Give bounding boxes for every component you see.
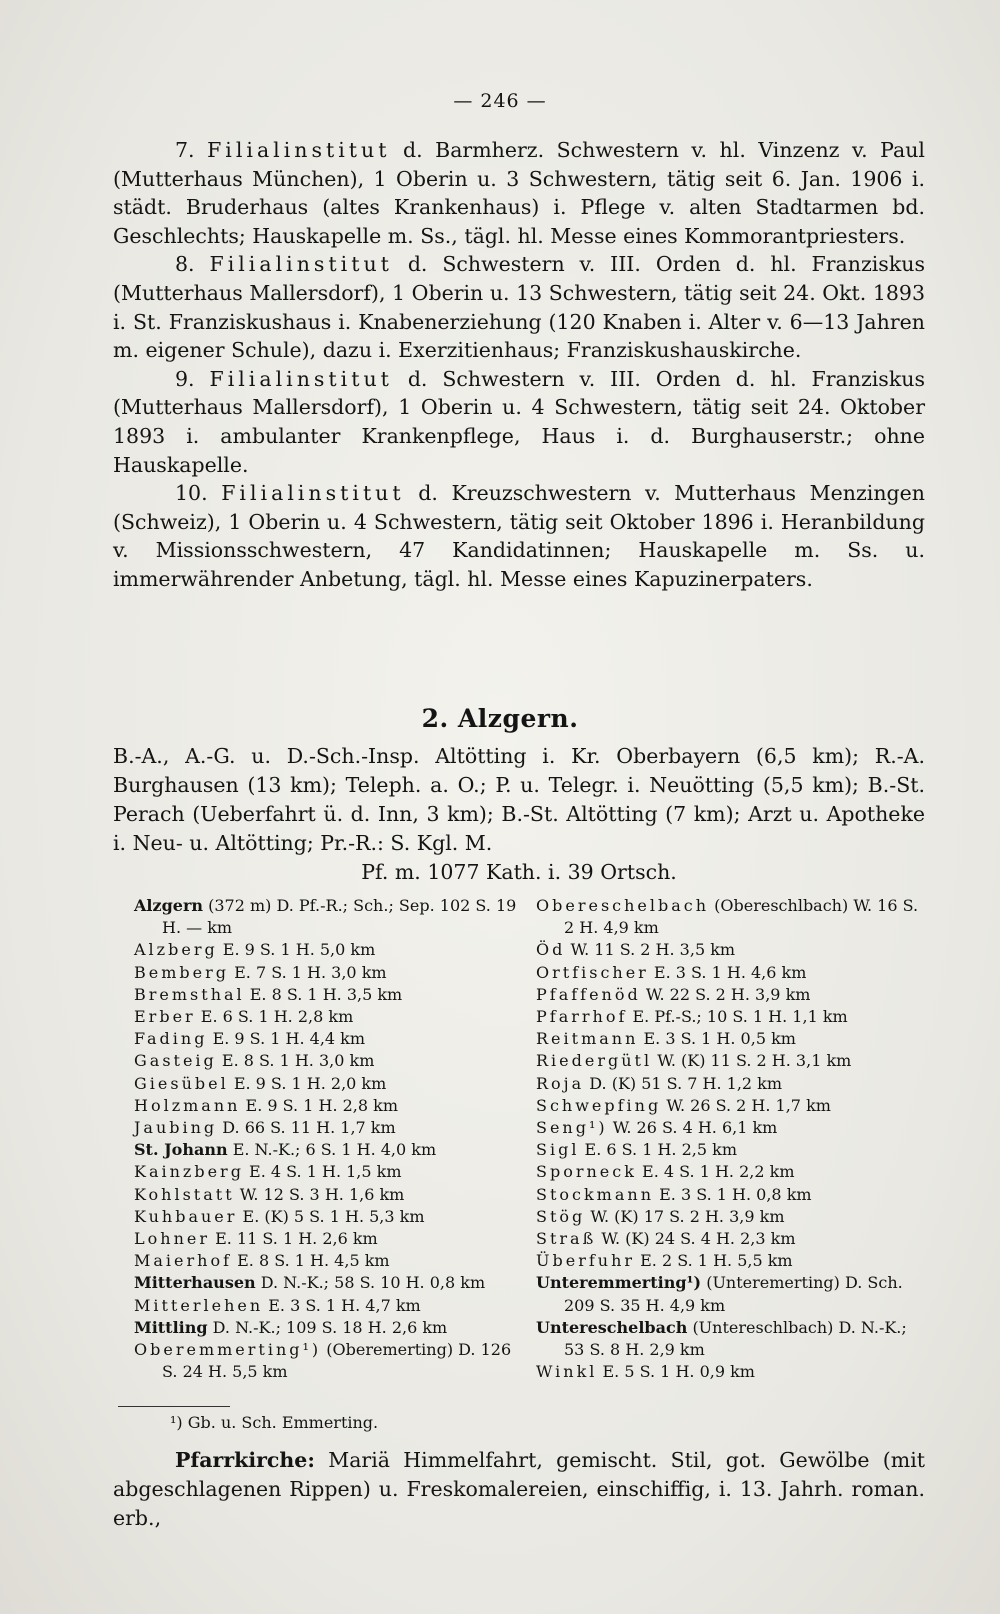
paragraph-title: Filialinstitut [221,481,405,506]
place-details: (Obereschlbach) W. 16 S. 2 H. 4,9 km [564,896,919,938]
place-details: W. 22 S. 2 H. 3,9 km [645,984,811,1004]
paragraph-number: 10. [175,481,208,506]
place-name: Alzberg [134,940,218,960]
place-name: Jaubing [134,1118,218,1138]
parish-info-text: B.-A., A.-G. u. D.-Sch.-Insp. Altötting i. Kr. Oberbayern (6,5 km); R.-A. Burghausen (13 km); Teleph. a. O.; P. u. Telegr. i. Neuötting (5,5 km); B.-St. Perach (Ueberfahrt ü. d. Inn, 3 km); B.-St. Altötting (7 km); Arzt u. Apotheke i. Neu- u. Altötting; Pr.-R.: S. Kgl. M. [113,744,925,855]
place-details: E. 9 S. 1 H. 4,4 km [212,1029,366,1049]
paragraph-text: d. Schwestern v. III. Orden d. hl. Franziskus (Mutterhaus Mallersdorf), 1 Oberin u. 13 Schwestern, tätig seit 24. Okt. 1893 i. St. Franziskushaus i. Knabenerziehung (120 Knaben i. Alter v. 6—13 Jahren m. eigener Schule), dazu i. Exerzitienhaus; Franziskushauskirche. [113,252,925,363]
place-entry [536,1139,928,1161]
place-entry [536,1250,928,1272]
place-details: E. 7 S. 1 H. 3,0 km [234,962,387,982]
place-entry [536,984,928,1006]
place-entry [134,962,519,984]
parish-church-section [113,1446,925,1533]
place-details: E. 9 S. 1 H. 5,0 km [222,940,376,960]
place-entry [134,1206,519,1228]
place-details: (372 m) D. Pf.-R.; Sch.; Sep. 102 S. 19 H. — km [162,896,517,938]
place-details: W. 26 S. 2 H. 1,7 km [666,1095,831,1115]
place-name: Bremsthal [134,984,245,1004]
place-details: E. 6 S. 1 H. 2,5 km [584,1140,737,1160]
paragraph-text: d. Kreuzschwestern v. Mutterhaus Menzingen (Schweiz), 1 Oberin u. 4 Schwestern, tätig seit Oktober 1896 i. Heranbildung v. Missionsschwestern, 47 Kandidatinnen; Hauskapelle m. Ss. u. immerwährender Anbetung, tägl. hl. Messe eines Kapuzinerpaters. [113,481,925,591]
parish-church-text: Mariä Himmelfahrt, gemischt. Stil, got. Gewölbe (mit abgeschlagenen Rippen) u. Freskomalereien, einschiffig, i. 13. Jahrh. roman. erb., [113,1448,925,1530]
place-details: E. 8 S. 1 H. 3,0 km [221,1051,375,1071]
place-details: E. Pf.-S.; 10 S. 1 H. 1,1 km [632,1007,848,1027]
footnote: ¹) Gb. u. Sch. Emmerting. [170,1413,379,1432]
place-details: D. N.-K.; 58 S. 10 H. 0,8 km [260,1273,486,1293]
place-details: W. 12 S. 3 H. 1,6 km [239,1184,405,1204]
place-entry [536,1050,928,1072]
place-entry [536,1006,928,1028]
place-entry [134,1339,519,1383]
place-entry [134,1295,519,1317]
place-name: Lohner [134,1229,210,1249]
place-details: E. 9 S. 1 H. 2,0 km [233,1073,387,1093]
place-name: Mitterlehen [134,1295,264,1315]
place-details: E. 5 S. 1 H. 0,9 km [602,1362,755,1382]
place-details: W. (K) 24 S. 4 H. 2,3 km [601,1229,796,1249]
place-entry [134,1006,519,1028]
place-details: D. 66 S. 11 H. 1,7 km [222,1118,396,1138]
place-name: Unteremmerting¹) [536,1273,702,1293]
place-entry [134,1317,519,1339]
place-name: Maierhof [134,1251,233,1271]
place-name: Kuhbauer [134,1206,238,1226]
place-entry [536,1184,928,1206]
paragraph-number: 7. [175,138,195,162]
paragraph-9 [113,365,925,479]
place-entry [536,939,928,961]
place-name: Oberemmerting¹) [134,1340,322,1360]
place-entry [536,1028,928,1050]
place-details: E. 3 S. 1 H. 4,6 km [653,962,807,982]
place-entry [536,1317,928,1361]
place-details: D. N.-K.; 109 S. 18 H. 2,6 km [212,1317,448,1337]
place-details: E. 8 S. 1 H. 3,5 km [249,984,403,1004]
place-details: E. 3 S. 1 H. 0,5 km [643,1029,796,1049]
place-entry [134,1117,519,1139]
parish-summary: Pf. m. 1077 Kath. i. 39 Ortsch. [361,860,677,884]
place-name: Stockmann [536,1184,654,1204]
place-entry [134,1028,519,1050]
place-name: Erber [134,1007,196,1027]
place-entry [536,895,928,939]
place-entry [536,1361,928,1383]
place-name: Überfuhr [536,1251,636,1271]
place-entry [134,1272,519,1294]
place-name: Bemberg [134,962,229,982]
paragraph-7 [113,136,925,250]
place-details: E. (K) 5 S. 1 H. 5,3 km [242,1206,425,1226]
place-entry [134,1050,519,1072]
places-column-right [536,895,928,1383]
place-entry [134,1228,519,1250]
place-details: D. (K) 51 S. 7 H. 1,2 km [589,1073,783,1093]
place-details: E. 8 S. 1 H. 4,5 km [237,1251,390,1271]
place-name: Fading [134,1029,208,1049]
place-name: Straß [536,1229,597,1249]
place-details: E. 4 S. 1 H. 1,5 km [249,1162,402,1182]
paragraph-title: Filialinstitut [209,366,393,391]
place-details: E. N.-K.; 6 S. 1 H. 4,0 km [232,1140,437,1160]
parish-info [113,742,925,887]
place-entry [134,1139,519,1161]
place-entry [536,1073,928,1095]
place-name: Winkl [536,1362,598,1382]
place-details: (Untereschlbach) D. N.-K.; 53 S. 8 H. 2,9 km [564,1317,907,1360]
place-name: Stög [536,1206,586,1226]
paragraph-text: d. Schwestern v. III. Orden d. hl. Franziskus (Mutterhaus Mallersdorf), 1 Oberin u. 4 Schwestern, tätig seit 24. Oktober 1893 i. ambulanter Krankenpflege, Haus i. d. Burghauserstr.; ohne Hauskapelle. [113,366,925,477]
place-entry [536,1228,928,1250]
place-entry [536,1117,928,1139]
place-name: Mittling [134,1317,208,1337]
place-entry [134,1095,519,1117]
place-details: W. (K) 17 S. 2 H. 3,9 km [590,1206,785,1226]
place-details: E. 9 S. 1 H. 2,8 km [245,1095,399,1115]
place-name: Pfarrhof [536,1007,628,1027]
footnote-rule [118,1406,230,1407]
place-entry [134,1073,519,1095]
institutes-section [113,136,925,594]
place-name: Alzgern [134,896,204,915]
place-name: Untereschelbach [536,1317,688,1337]
place-details: (Oberemerting) D. 126 S. 24 H. 5,5 km [162,1340,512,1382]
place-name: St. Johann [134,1140,228,1160]
place-entry [536,1095,928,1117]
place-name: Schwepfing [536,1095,662,1115]
place-details: E. 3 S. 1 H. 0,8 km [659,1184,812,1204]
place-name: Giesübel [134,1073,229,1093]
place-entry [134,895,519,939]
place-details: E. 11 S. 1 H. 2,6 km [215,1229,378,1249]
place-name: Kainzberg [134,1162,244,1182]
paragraph-title: Filialinstitut [207,138,391,162]
place-name: Reitmann [536,1029,639,1049]
place-entry [134,939,519,961]
paragraph-8 [113,250,925,364]
place-entry [134,1161,519,1183]
place-name: Holzmann [134,1095,241,1115]
place-details: W. 11 S. 2 H. 3,5 km [570,940,736,960]
place-details: E. 6 S. 1 H. 2,8 km [200,1007,354,1027]
place-details: E. 2 S. 1 H. 5,5 km [640,1251,793,1271]
place-details: E. 4 S. 1 H. 2,2 km [642,1162,795,1182]
place-details: W. 26 S. 4 H. 6,1 km [612,1118,778,1138]
paragraph-title: Filialinstitut [209,252,393,277]
place-name: Pfaffenöd [536,984,641,1004]
parish-church-label: Pfarrkirche: [175,1448,315,1472]
place-name: Mitterhausen [134,1273,256,1293]
place-name: Obereschelbach [536,896,710,915]
paragraph-text: d. Barmherz. Schwestern v. hl. Vinzenz v. Paul (Mutterhaus München), 1 Oberin u. 3 Schwestern, tätig seit 6. Jan. 1906 i. städt. Bruderhaus (altes Krankenhaus) i. Pflege v. alten Stadtarmen bd. Geschlechts; Hauskapelle m. Ss., tägl. hl. Messe eines Kommorantpriesters. [113,138,925,248]
place-name: Riedergütl [536,1051,653,1071]
place-entry [536,1206,928,1228]
place-name: Ortfischer [536,962,649,982]
place-name: Seng¹) [536,1118,608,1138]
page-number: — 246 — [453,90,547,112]
place-name: Sigl [536,1140,580,1160]
place-name: Öd [536,940,566,960]
place-name: Kohlstatt [134,1184,235,1204]
paragraph-number: 9. [175,366,195,391]
places-column-left [134,895,519,1383]
paragraph-10 [113,479,925,593]
place-entry [134,1184,519,1206]
place-details: E. 3 S. 1 H. 4,7 km [268,1295,421,1315]
place-entry [134,984,519,1006]
place-entry [536,1272,928,1316]
place-entry [536,962,928,984]
place-name: Roja [536,1073,585,1093]
place-name: Sporneck [536,1162,637,1182]
section-heading: 2. Alzgern. [421,704,579,733]
place-details: (Unteremerting) D. Sch. 209 S. 35 H. 4,9 km [564,1273,903,1315]
place-details: W. (K) 11 S. 2 H. 3,1 km [657,1051,852,1071]
place-name: Gasteig [134,1051,217,1071]
place-entry [536,1161,928,1183]
place-entry [134,1250,519,1272]
parish-church-paragraph [113,1446,925,1533]
paragraph-number: 8. [175,252,195,277]
